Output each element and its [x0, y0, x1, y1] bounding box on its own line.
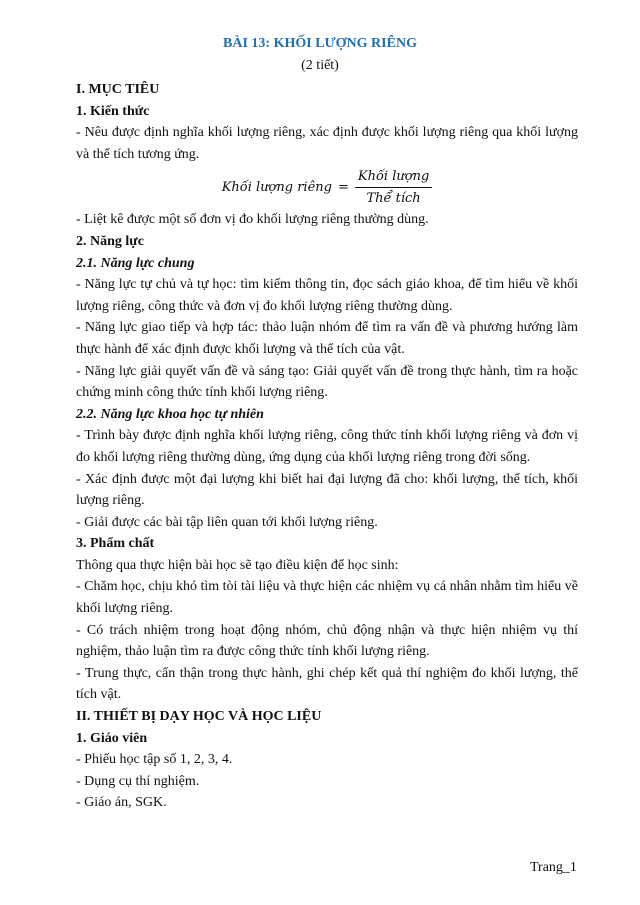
paragraph: - Chăm học, chịu khó tìm tòi tài liệu và thực hiện các nhiệm vụ cá nhân nhằm tìm hiểu về khối lượng riêng. — [76, 579, 578, 617]
subheading-competence: 2. Năng lực — [76, 233, 144, 249]
document-body — [76, 79, 578, 814]
formula-numerator: Khối lượng — [357, 168, 430, 184]
subheading-science-competence: 2.2. Năng lực khoa học tự nhiên — [76, 406, 264, 422]
density-formula — [76, 165, 578, 209]
paragraph: - Trung thực, cẩn thận trong thực hành, ghi chép kết quả thí nghiệm đo khối lượng, thể tích vật. — [76, 665, 578, 703]
paragraph: - Liệt kê được một số đơn vị đo khối lượng riêng thường dùng. — [76, 212, 429, 228]
paragraph: - Trình bày được định nghĩa khối lượng riêng, công thức tính khối lượng riêng và đơn vị đo khối lượng riêng thường dùng, ứng dụng của khối lượng riêng trong đời sống. — [76, 428, 578, 465]
subheading-general-competence: 2.1. Năng lực chung — [76, 255, 195, 271]
formula-lhs: Khối lượng riêng — [221, 179, 332, 195]
paragraph: - Giải được các bài tập liên quan tới khối lượng riêng. — [76, 514, 378, 530]
list-item: - Phiếu học tập số 1, 2, 3, 4. — [76, 752, 233, 768]
formula-equals: = — [337, 179, 349, 195]
paragraph: - Xác định được một đại lượng khi biết hai đại lượng đã cho: khối lượng, thể tích, khối lượng riêng. — [76, 471, 578, 509]
subheading-teacher: 1. Giáo viên — [76, 730, 148, 746]
formula-fraction — [355, 168, 432, 207]
paragraph: - Năng lực giải quyết vấn đề và sáng tạo: Giải quyết vấn đề trong thực hành, tìm ra hoặc chứng minh công thức tính khối lượng riêng. — [76, 363, 578, 401]
paragraph: - Năng lực tự chủ và tự học: tìm kiếm thông tin, đọc sách giáo khoa, để tìm hiểu về khối lượng riêng, công thức và đơn vị đo khối lượng riêng thường dùng. — [76, 277, 578, 314]
list-item: - Dụng cụ thí nghiệm. — [76, 773, 200, 789]
page-number: Trang_1 — [530, 860, 577, 875]
page-title: BÀI 13: KHỐI LƯỢNG RIÊNG — [223, 36, 417, 51]
subheading-knowledge: 1. Kiến thức — [76, 103, 150, 119]
section-heading-objectives: I. MỤC TIÊU — [76, 82, 160, 97]
paragraph: - Năng lực giao tiếp và hợp tác: thảo luận nhóm để tìm ra vấn đề và phương hướng làm thực hành để xác định được khối lượng và thể tích của vật. — [76, 320, 578, 357]
formula-denominator: Thể tích — [366, 190, 421, 206]
subheading-qualities: 3. Phẩm chất — [76, 536, 155, 552]
section-heading-equipment: II. THIẾT BỊ DẠY HỌC VÀ HỌC LIỆU — [76, 709, 322, 725]
paragraph: - Nêu được định nghĩa khối lượng riêng, xác định được khối lượng riêng qua khối lượng và thể tích tương ứng. — [76, 125, 578, 162]
paragraph: - Có trách nhiệm trong hoạt động nhóm, chủ động nhận và thực hiện nhiệm vụ thí nghiệm, thảo luận tìm ra được công thức tính khối lượng riêng. — [76, 622, 578, 660]
paragraph: Thông qua thực hiện bài học sẽ tạo điều kiện để học sinh: — [76, 557, 399, 573]
page-subtitle: (2 tiết) — [301, 58, 339, 73]
list-item: - Giáo án, SGK. — [76, 795, 167, 811]
